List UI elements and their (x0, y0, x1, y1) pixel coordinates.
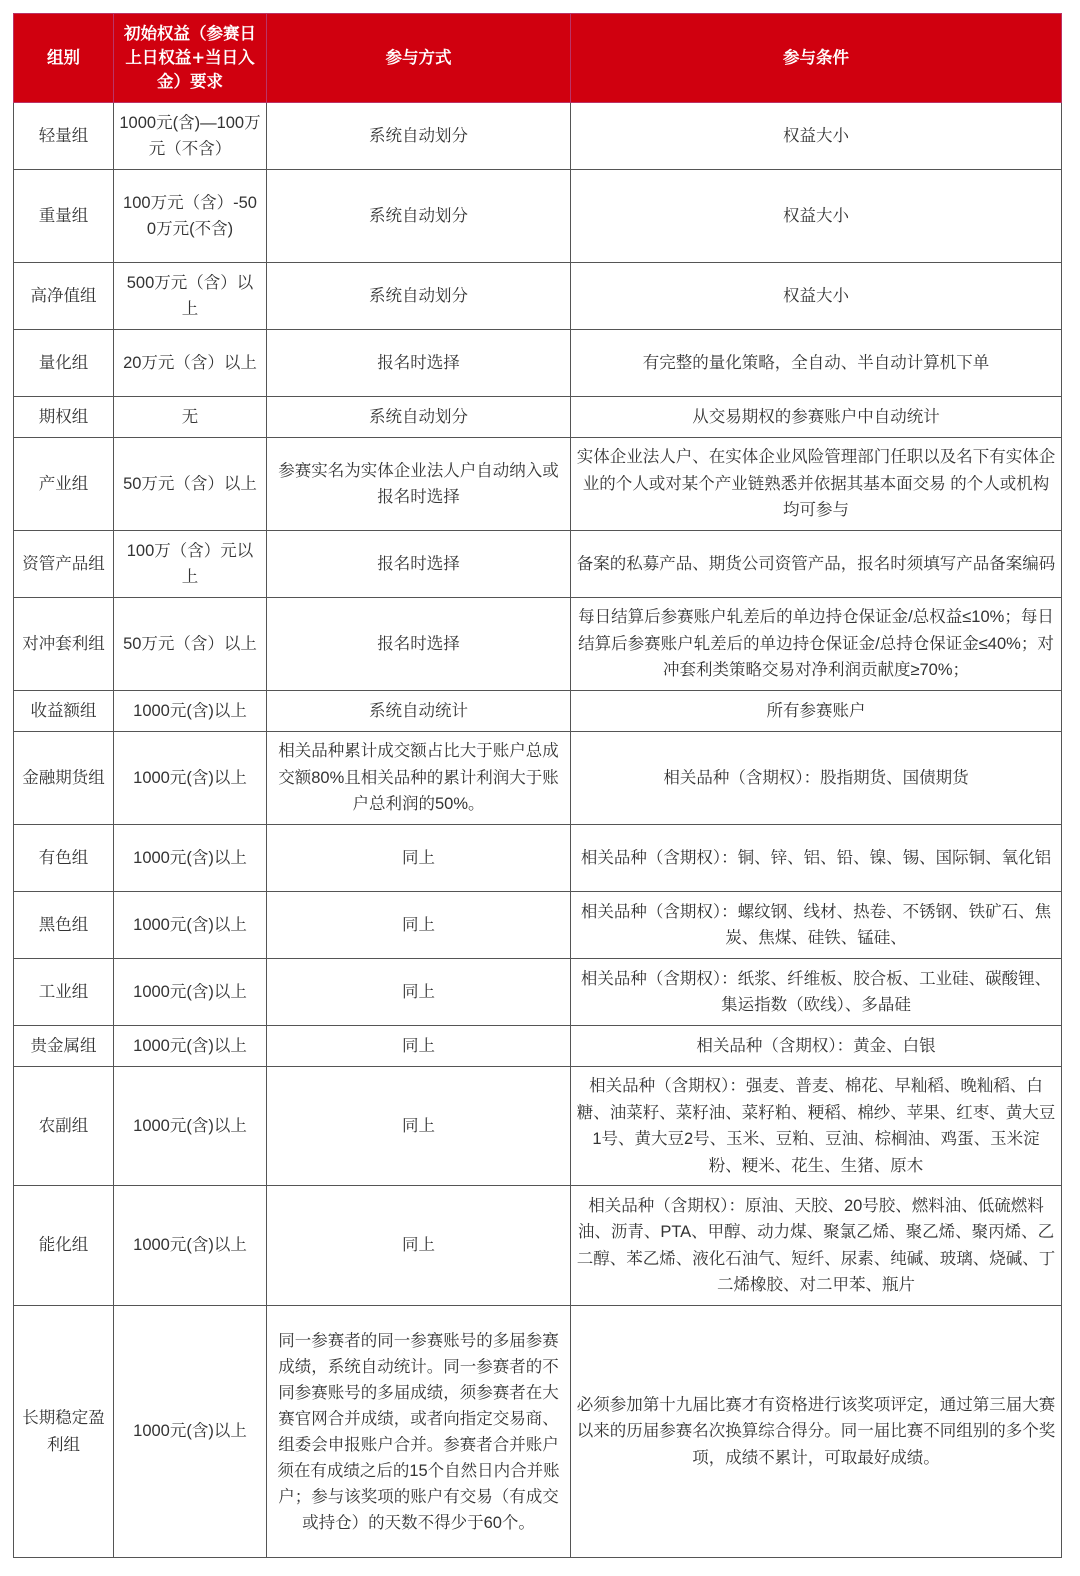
cell-condition: 必须参加第十九届比赛才有资格进行该奖项评定，通过第三届大赛以来的历届参赛名次换算综合得分。同一届比赛不同组别的多个奖项，成绩不累计，可取最好成绩。 (571, 1306, 1062, 1558)
table-row (14, 397, 1062, 438)
table-row (14, 263, 1062, 330)
cell-group: 收益额组 (14, 691, 114, 732)
cell-condition: 实体企业法人户、在实体企业风险管理部门任职以及名下有实体企业的个人或对某个产业链熟悉并依据其基本面交易 的个人或机构均可参与 (571, 438, 1062, 531)
cell-condition: 有完整的量化策略，全自动、半自动计算机下单 (571, 330, 1062, 397)
cell-equity: 1000元(含)以上 (114, 1067, 267, 1186)
cell-group: 重量组 (14, 170, 114, 263)
cell-group: 量化组 (14, 330, 114, 397)
cell-group: 有色组 (14, 825, 114, 892)
header-equity: 初始权益（参赛日上日权益+当日入金）要求 (114, 14, 267, 103)
table-header-row (14, 14, 1062, 103)
cell-condition: 相关品种（含期权）：螺纹钢、线材、热卷、不锈钢、铁矿石、焦炭、焦煤、硅铁、锰硅、 (571, 892, 1062, 959)
cell-equity: 1000元(含)以上 (114, 892, 267, 959)
cell-equity: 50万元（含）以上 (114, 438, 267, 531)
cell-group: 轻量组 (14, 103, 114, 170)
cell-condition: 相关品种（含期权）：原油、天胶、20号胶、燃料油、低硫燃料油、沥青、PTA、甲醇、动力煤、聚氯乙烯、聚乙烯、聚丙烯、乙二醇、苯乙烯、液化石油气、短纤、尿素、纯碱、玻璃、烧碱、丁二烯橡胶、对二甲苯、瓶片 (571, 1186, 1062, 1306)
cell-method: 系统自动划分 (267, 263, 571, 330)
cell-equity: 1000元(含)以上 (114, 1026, 267, 1067)
table-row (14, 732, 1062, 825)
cell-method: 系统自动划分 (267, 397, 571, 438)
cell-group: 期权组 (14, 397, 114, 438)
cell-group: 高净值组 (14, 263, 114, 330)
cell-method: 相关品种累计成交额占比大于账户总成交额80%且相关品种的累计利润大于账户总利润的50%。 (267, 732, 571, 825)
cell-condition: 权益大小 (571, 263, 1062, 330)
cell-condition: 备案的私募产品、期货公司资管产品，报名时须填写产品备案编码 (571, 531, 1062, 598)
cell-equity: 1000元(含)—100万元（不含） (114, 103, 267, 170)
cell-method: 同上 (267, 1067, 571, 1186)
cell-condition: 权益大小 (571, 103, 1062, 170)
cell-method: 同上 (267, 1186, 571, 1306)
cell-group: 能化组 (14, 1186, 114, 1306)
cell-condition: 从交易期权的参赛账户中自动统计 (571, 397, 1062, 438)
cell-group: 产业组 (14, 438, 114, 531)
cell-method: 同上 (267, 1026, 571, 1067)
cell-equity: 500万元（含）以上 (114, 263, 267, 330)
cell-method: 报名时选择 (267, 598, 571, 691)
cell-method: 系统自动划分 (267, 103, 571, 170)
cell-group: 贵金属组 (14, 1026, 114, 1067)
cell-method: 同上 (267, 892, 571, 959)
cell-condition: 每日结算后参赛账户轧差后的单边持仓保证金/总权益≤10%；每日结算后参赛账户轧差后的单边持仓保证金/总持仓保证金≤40%；对冲套利类策略交易对净利润贡献度≥70%； (571, 598, 1062, 691)
cell-group: 农副组 (14, 1067, 114, 1186)
table-row (14, 1067, 1062, 1186)
cell-group: 黑色组 (14, 892, 114, 959)
cell-method: 参赛实名为实体企业法人户自动纳入或报名时选择 (267, 438, 571, 531)
cell-equity: 1000元(含)以上 (114, 959, 267, 1026)
cell-method: 系统自动统计 (267, 691, 571, 732)
cell-group: 资管产品组 (14, 531, 114, 598)
cell-method: 报名时选择 (267, 330, 571, 397)
table-row (14, 330, 1062, 397)
header-method: 参与方式 (267, 14, 571, 103)
table-row (14, 1026, 1062, 1067)
cell-method: 系统自动划分 (267, 170, 571, 263)
cell-equity: 无 (114, 397, 267, 438)
competition-groups-table (13, 13, 1062, 1558)
table-row (14, 531, 1062, 598)
cell-group: 长期稳定盈利组 (14, 1306, 114, 1558)
header-condition: 参与条件 (571, 14, 1062, 103)
cell-equity: 1000元(含)以上 (114, 732, 267, 825)
table-row (14, 825, 1062, 892)
cell-condition: 相关品种（含期权）：铜、锌、铝、铅、镍、锡、国际铜、氧化铝 (571, 825, 1062, 892)
cell-condition: 相关品种（含期权）：黄金、白银 (571, 1026, 1062, 1067)
cell-equity: 100万元（含）-500万元(不含) (114, 170, 267, 263)
cell-condition: 相关品种（含期权）：股指期货、国债期货 (571, 732, 1062, 825)
cell-equity: 50万元（含）以上 (114, 598, 267, 691)
cell-equity: 1000元(含)以上 (114, 1186, 267, 1306)
table-row (14, 438, 1062, 531)
cell-condition: 相关品种（含期权）：强麦、普麦、棉花、早籼稻、晚籼稻、白糖、油菜籽、菜籽油、菜籽粕、粳稻、棉纱、苹果、红枣、黄大豆1号、黄大豆2号、玉米、豆粕、豆油、棕榈油、鸡蛋、玉米淀粉、粳米、花生、生猪、原木 (571, 1067, 1062, 1186)
cell-equity: 1000元(含)以上 (114, 825, 267, 892)
cell-equity: 1000元(含)以上 (114, 1306, 267, 1558)
cell-equity: 100万（含）元以上 (114, 531, 267, 598)
table-row (14, 598, 1062, 691)
cell-group: 金融期货组 (14, 732, 114, 825)
cell-method: 同上 (267, 825, 571, 892)
cell-equity: 20万元（含）以上 (114, 330, 267, 397)
table-row (14, 959, 1062, 1026)
cell-condition: 相关品种（含期权）：纸浆、纤维板、胶合板、工业硅、碳酸锂、集运指数（欧线）、多晶硅 (571, 959, 1062, 1026)
table-row (14, 1186, 1062, 1306)
cell-method: 同上 (267, 959, 571, 1026)
table-row (14, 1306, 1062, 1558)
cell-condition: 权益大小 (571, 170, 1062, 263)
cell-method: 报名时选择 (267, 531, 571, 598)
header-group: 组别 (14, 14, 114, 103)
table-row (14, 892, 1062, 959)
table-row (14, 691, 1062, 732)
table-row (14, 170, 1062, 263)
cell-group: 对冲套利组 (14, 598, 114, 691)
cell-method: 同一参赛者的同一参赛账号的多届参赛成绩，系统自动统计。同一参赛者的不同参赛账号的多届成绩，须参赛者在大赛官网合并成绩，或者向指定交易商、组委会申报账户合并。参赛者合并账户须在有成绩之后的15个自然日内合并账户；参与该奖项的账户有交易（有成交或持仓）的天数不得少于60个。 (267, 1306, 571, 1558)
cell-condition: 所有参赛账户 (571, 691, 1062, 732)
table-row (14, 103, 1062, 170)
cell-equity: 1000元(含)以上 (114, 691, 267, 732)
cell-group: 工业组 (14, 959, 114, 1026)
